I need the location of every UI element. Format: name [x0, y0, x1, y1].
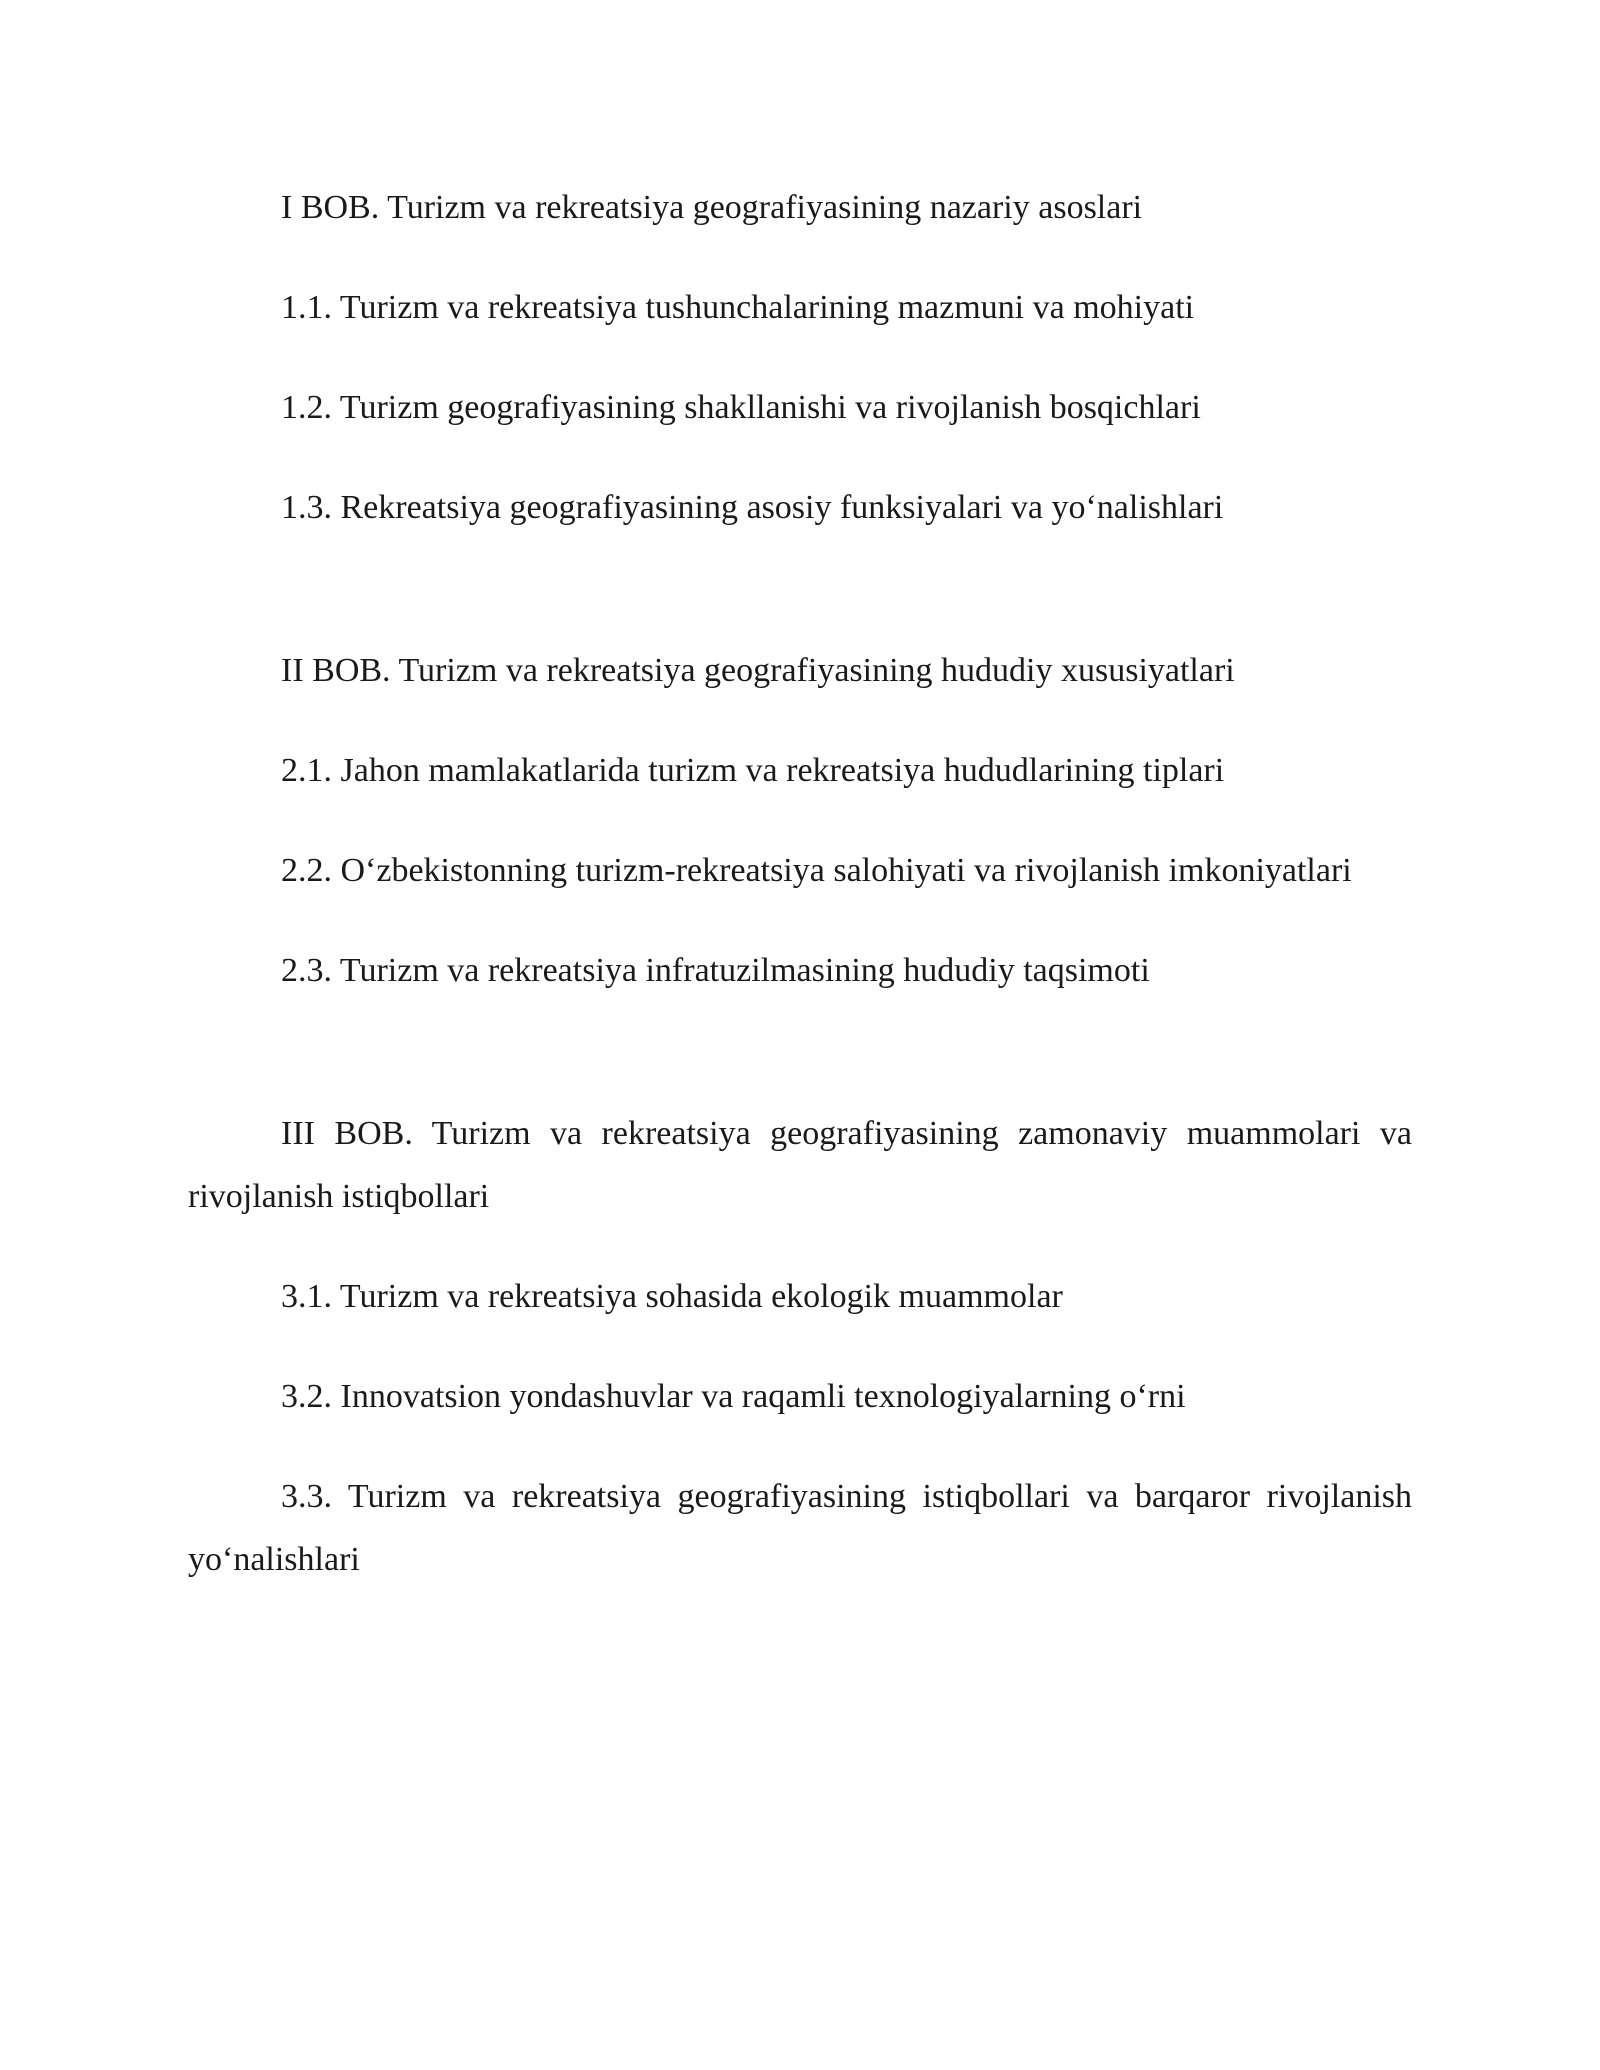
table-of-contents — [188, 176, 1412, 1628]
section-3-1: 3.1. Turizm va rekreatsiya sohasida ekologik muammolar — [281, 1278, 1063, 1315]
section-1-1: 1.1. Turizm va rekreatsiya tushunchalarining mazmuni va mohiyati — [281, 289, 1195, 326]
chapter-1-title: I BOB. Turizm va rekreatsiya geografiyasining nazariy asoslari — [281, 189, 1143, 226]
section-3-2: 3.2. Innovatsion yondashuvlar va raqamli texnologiyalarning o‘rni — [281, 1378, 1186, 1415]
section-1-2: 1.2. Turizm geografiyasining shakllanishi va rivojlanish bosqichlari — [281, 389, 1201, 426]
section-1-3: 1.3. Rekreatsiya geografiyasining asosiy funksiyalari va yo‘nalishlari — [281, 489, 1224, 526]
section-3-3: 3.3. Turizm va rekreatsiya geografiyasining istiqbollari va barqaror rivojlanish yo‘nalishlari — [188, 1478, 1412, 1578]
section-2-2: 2.2. O‘zbekistonning turizm-rekreatsiya salohiyati va rivojlanish imkoniyatlari — [281, 852, 1352, 889]
chapter-2-title: II BOB. Turizm va rekreatsiya geografiyasining hududiy xususiyatlari — [281, 652, 1235, 689]
section-2-3: 2.3. Turizm va rekreatsiya infratuzilmasining hududiy taqsimoti — [281, 952, 1150, 989]
chapter-3-title: III BOB. Turizm va rekreatsiya geografiyasining zamonaviy muammolari va rivojlanish istiqbollari — [188, 1115, 1412, 1215]
section-2-1: 2.1. Jahon mamlakatlarida turizm va rekreatsiya hududlarining tiplari — [281, 752, 1225, 789]
